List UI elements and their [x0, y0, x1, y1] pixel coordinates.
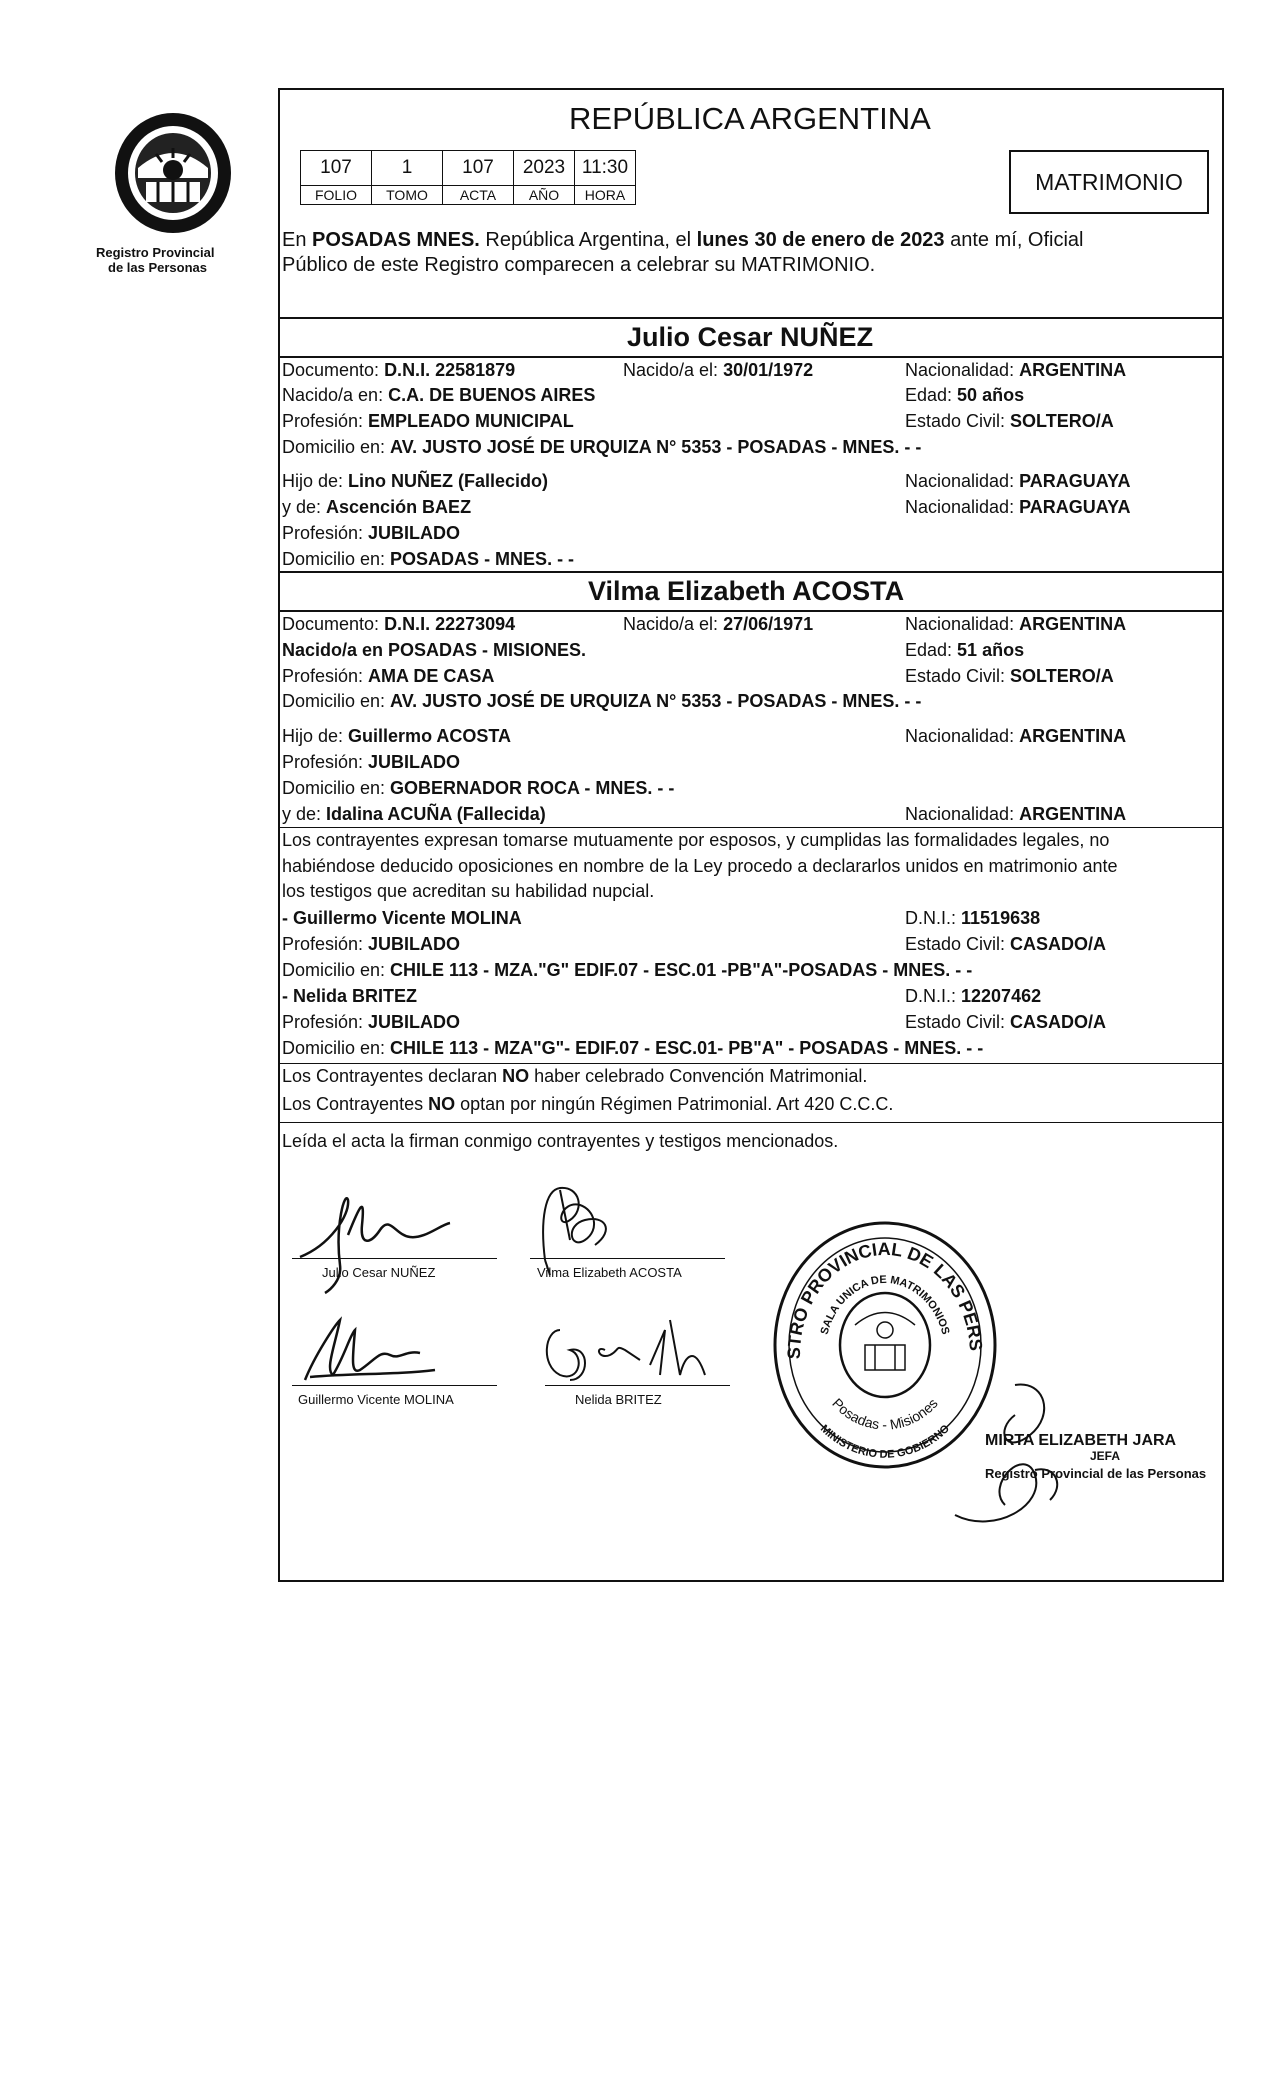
- text: Los Contrayentes declaran: [282, 1066, 503, 1086]
- label: Profesión:: [282, 752, 369, 772]
- value: C.A. DE BUENOS AIRES: [388, 385, 596, 405]
- declaration-line2: habiéndose deducido oposiciones en nombre de la Ley procedo a declararlos unidos en matrimonio ante: [282, 856, 1118, 876]
- value: 12207462: [961, 986, 1042, 1006]
- acta-value: 107: [443, 151, 514, 186]
- time-label: HORA: [575, 186, 636, 205]
- value: Ascención BAEZ: [326, 497, 472, 517]
- divider-regime: [278, 1063, 1224, 1064]
- value: 11519638: [961, 908, 1041, 928]
- value: AV. JUSTO JOSÉ DE URQUIZA N° 5353 - POSADAS - MNES. - -: [390, 437, 922, 457]
- logo-caption-line1: Registro Provincial: [96, 245, 215, 260]
- groom-civil: [905, 411, 1114, 432]
- witness1-addr: [282, 960, 972, 981]
- bride-addr: [282, 691, 921, 712]
- label: Nacionalidad:: [905, 497, 1020, 517]
- time-value: 11:30: [575, 151, 636, 186]
- witness2-prof: [282, 1012, 460, 1033]
- witness1-signature: [295, 1315, 465, 1390]
- bride-signature-line: [530, 1258, 725, 1259]
- bride-mother-nat: [905, 804, 1126, 825]
- label: Profesión:: [282, 666, 369, 686]
- label: Estado Civil:: [905, 411, 1011, 431]
- official-signature: [935, 1375, 1105, 1535]
- text: optan por ningún Régimen Patrimonial. Art 420 C.C.C.: [455, 1094, 894, 1114]
- label: Hijo de:: [282, 471, 349, 491]
- value: PARAGUAYA: [1019, 471, 1131, 491]
- seal-inner-text: SALA UNICA DE MATRIMONIOS: [818, 1273, 952, 1336]
- svg-text:SALA UNICA DE MATRIMONIOS: [819, 1274, 952, 1336]
- label: Documento:: [282, 614, 385, 634]
- bride-father-addr: [282, 778, 674, 799]
- label: Profesión:: [282, 934, 369, 954]
- bride-born: [623, 614, 813, 635]
- label: Estado Civil:: [905, 934, 1011, 954]
- groom-parents-prof: [282, 523, 460, 544]
- folio-label: FOLIO: [301, 186, 372, 205]
- value: ARGENTINA: [1019, 614, 1127, 634]
- declaration-line1: Los contrayentes expresan tomarse mutuamente por esposos, y cumplidas las formalidades legales, no: [282, 830, 1110, 850]
- label: y de:: [282, 804, 327, 824]
- official-title: JEFA: [1090, 1449, 1121, 1463]
- witness2-dni: [905, 986, 1041, 1007]
- value: EMPLEADO MUNICIPAL: [368, 411, 574, 431]
- seal-top-text: REGISTRO PROVINCIAL DE LAS PERSONAS: [762, 1199, 987, 1360]
- tomo-value: 1: [372, 151, 443, 186]
- label: Domicilio en:: [282, 778, 391, 798]
- value: CHILE 113 - MZA"G"- EDIF.07 - ESC.01- PB"A" - POSADAS - MNES. - -: [390, 1038, 984, 1058]
- label: D.N.I.:: [905, 986, 962, 1006]
- witness2-civil: [905, 1012, 1106, 1033]
- registry-numbers-table: [300, 150, 636, 205]
- value: GOBERNADOR ROCA - MNES. - -: [390, 778, 675, 798]
- bride-age: [905, 640, 1024, 661]
- intro-date: lunes 30 de enero de 2023: [696, 229, 945, 251]
- groom-birthplace: [282, 385, 595, 406]
- witness1-prof: [282, 934, 460, 955]
- label: Domicilio en:: [282, 1038, 391, 1058]
- value: Idalina ACUÑA (Fallecida): [326, 804, 546, 824]
- label: Edad:: [905, 385, 958, 405]
- label: Documento:: [282, 360, 385, 380]
- logo-caption-line2: de las Personas: [108, 260, 207, 275]
- value: ARGENTINA: [1019, 726, 1127, 746]
- divider-bride-name: [278, 610, 1224, 612]
- year-value: 2023: [514, 151, 575, 186]
- value: CASADO/A: [1010, 934, 1107, 954]
- label: Nacido/a en:: [282, 385, 389, 405]
- bride-prof: [282, 666, 494, 687]
- label: Profesión:: [282, 1012, 369, 1032]
- label: Estado Civil:: [905, 666, 1011, 686]
- label: Domicilio en:: [282, 691, 391, 711]
- label: Domicilio en:: [282, 960, 391, 980]
- intro-line2: Público de este Registro comparecen a celebrar su MATRIMONIO.: [282, 254, 876, 276]
- witness2-name: - Nelida BRITEZ: [282, 986, 418, 1006]
- witness1-dni: [905, 908, 1040, 929]
- official-office: Registro Provincial de las Personas: [985, 1466, 1207, 1481]
- groom-mother: [282, 497, 471, 518]
- seal-ministry-text: MINISTERIO DE GOBIERNO: [817, 1422, 953, 1461]
- witness1-civil: [905, 934, 1106, 955]
- value: CASADO/A: [1010, 1012, 1107, 1032]
- intro-text-a: En: [282, 229, 313, 251]
- svg-text:Posadas - Misiones: [829, 1395, 941, 1432]
- groom-parents-addr: [282, 549, 574, 570]
- value: AV. JUSTO JOSÉ DE URQUIZA N° 5353 - POSADAS - MNES. - -: [390, 691, 922, 711]
- label: Nacido/a el:: [623, 360, 724, 380]
- label: D.N.I.:: [905, 908, 962, 928]
- divider-closing: [278, 1122, 1224, 1123]
- bride-nat: [905, 614, 1126, 635]
- label: Domicilio en:: [282, 437, 391, 457]
- groom-born: [623, 360, 813, 381]
- groom-addr: [282, 437, 921, 458]
- witness2-signature-label: Nelida BRITEZ: [575, 1392, 662, 1407]
- bride-civil: [905, 666, 1114, 687]
- value: D.N.I. 22273094: [384, 614, 516, 634]
- value: JUBILADO: [368, 934, 461, 954]
- declaration-line3: los testigos que acreditan su habilidad nupcial.: [282, 881, 655, 901]
- groom-mother-nat: [905, 497, 1130, 518]
- value: 30/01/1972: [723, 360, 814, 380]
- value: 50 años: [957, 385, 1025, 405]
- bride-father-prof: [282, 752, 460, 773]
- witness1-name: - Guillermo Vicente MOLINA: [282, 908, 522, 928]
- bride-signature-label: Vilma Elizabeth ACOSTA: [537, 1265, 682, 1280]
- groom-father: [282, 471, 548, 492]
- label: y de:: [282, 497, 327, 517]
- value: POSADAS - MNES. - -: [390, 549, 575, 569]
- divider-bride-top: [278, 571, 1224, 573]
- country-title: REPÚBLICA ARGENTINA: [569, 101, 931, 136]
- registry-logo: [108, 108, 238, 238]
- groom-signature-label: Julio Cesar NUÑEZ: [322, 1265, 436, 1280]
- label: Hijo de:: [282, 726, 349, 746]
- label: Nacionalidad:: [905, 614, 1020, 634]
- doc-type: MATRIMONIO: [1035, 169, 1183, 195]
- witness2-addr: [282, 1038, 983, 1059]
- value: PARAGUAYA: [1019, 497, 1131, 517]
- value: JUBILADO: [368, 523, 461, 543]
- bride-father: [282, 726, 511, 747]
- label: Nacionalidad:: [905, 804, 1020, 824]
- tomo-label: TOMO: [372, 186, 443, 205]
- label: Domicilio en:: [282, 549, 391, 569]
- text: haber celebrado Convención Matrimonial.: [529, 1066, 868, 1086]
- bride-doc: [282, 614, 515, 635]
- folio-value: 107: [301, 151, 372, 186]
- value: D.N.I. 22581879: [384, 360, 516, 380]
- groom-age: [905, 385, 1024, 406]
- bride-name: Vilma Elizabeth ACOSTA: [588, 576, 905, 606]
- label: Profesión:: [282, 411, 369, 431]
- value: SOLTERO/A: [1010, 411, 1114, 431]
- value: Guillermo ACOSTA: [348, 726, 512, 746]
- bride-birthplace: Nacido/a en POSADAS - MISIONES.: [282, 640, 587, 660]
- witness1-signature-line: [292, 1385, 497, 1386]
- text: Los Contrayentes: [282, 1094, 429, 1114]
- emphasis: NO: [428, 1094, 456, 1114]
- doc-type-box: [1009, 150, 1209, 214]
- intro-line1: [282, 228, 1084, 252]
- intro-text-c: ante mí, Oficial: [944, 229, 1084, 251]
- divider-declaration: [278, 827, 1224, 828]
- seal-bottom-text: Posadas - Misiones: [829, 1395, 941, 1433]
- groom-nat: [905, 360, 1126, 381]
- value: CHILE 113 - MZA."G" EDIF.07 - ESC.01 -PB"A"-POSADAS - MNES. - -: [390, 960, 973, 980]
- emphasis: NO: [502, 1066, 530, 1086]
- value: ARGENTINA: [1019, 360, 1127, 380]
- label: Nacido/a el:: [623, 614, 724, 634]
- value: SOLTERO/A: [1010, 666, 1114, 686]
- value: AMA DE CASA: [368, 666, 495, 686]
- bride-father-nat: [905, 726, 1126, 747]
- label: Nacionalidad:: [905, 360, 1020, 380]
- divider-groom-top: [278, 317, 1224, 319]
- label: Estado Civil:: [905, 1012, 1011, 1032]
- value: JUBILADO: [368, 1012, 461, 1032]
- regime-line2: [282, 1094, 893, 1115]
- groom-name: Julio Cesar NUÑEZ: [627, 322, 874, 352]
- closing-text: Leída el acta la firman conmigo contrayentes y testigos mencionados.: [282, 1131, 839, 1151]
- value: ARGENTINA: [1019, 804, 1127, 824]
- value: 27/06/1971: [723, 614, 814, 634]
- groom-signature-line: [292, 1258, 497, 1259]
- groom-doc: [282, 360, 515, 381]
- year-label: AÑO: [514, 186, 575, 205]
- intro-place: POSADAS MNES.: [312, 229, 480, 251]
- witness2-signature: [530, 1305, 730, 1395]
- value: Lino NUÑEZ (Fallecido): [348, 471, 549, 491]
- bride-mother: [282, 804, 546, 825]
- witness1-signature-label: Guillermo Vicente MOLINA: [298, 1392, 454, 1407]
- regime-line1: [282, 1066, 867, 1087]
- groom-father-nat: [905, 471, 1130, 492]
- label: Profesión:: [282, 523, 369, 543]
- label: Nacionalidad:: [905, 471, 1020, 491]
- value: JUBILADO: [368, 752, 461, 772]
- value: 51 años: [957, 640, 1025, 660]
- divider-groom-name: [278, 356, 1224, 358]
- witness2-signature-line: [545, 1385, 730, 1386]
- label: Edad:: [905, 640, 958, 660]
- intro-text-b: República Argentina, el: [479, 229, 697, 251]
- acta-label: ACTA: [443, 186, 514, 205]
- label: Nacionalidad:: [905, 726, 1020, 746]
- official-name: MIRTA ELIZABETH JARA: [985, 1432, 1177, 1449]
- groom-prof: [282, 411, 574, 432]
